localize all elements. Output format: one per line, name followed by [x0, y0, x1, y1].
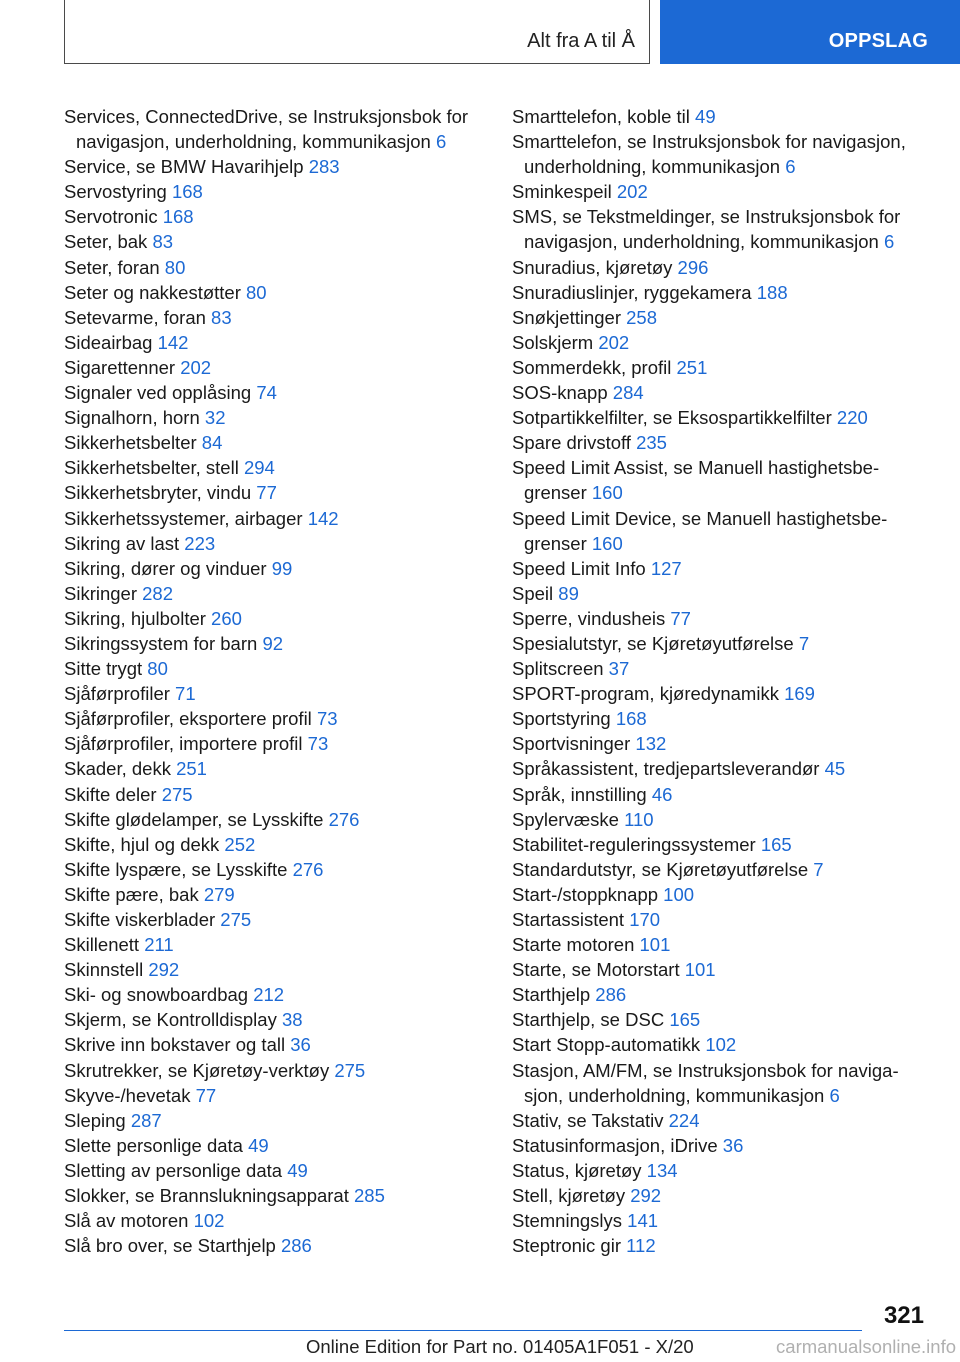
index-entry — [64, 204, 494, 229]
index-entry — [64, 305, 494, 330]
index-entry — [512, 380, 932, 405]
page-reference-link[interactable]: 212 — [253, 984, 285, 1006]
index-entry — [64, 932, 494, 957]
page-reference-link[interactable]: 46 — [651, 783, 673, 805]
index-entry — [64, 330, 494, 355]
index-entry — [64, 706, 494, 731]
page-reference-link[interactable]: 260 — [211, 607, 242, 629]
index-entry — [512, 882, 932, 907]
page-reference-link[interactable]: 286 — [280, 1235, 312, 1257]
index-column-left — [64, 104, 494, 1258]
page-reference-link[interactable]: 160 — [591, 532, 623, 554]
page-reference-link[interactable]: 168 — [171, 181, 203, 203]
index-term: Snuradiuslinjer, ryggekamera — [512, 281, 752, 303]
page-reference-link[interactable]: 110 — [624, 808, 654, 830]
index-entry — [64, 681, 494, 706]
index-term: Smarttelefon, koble til — [512, 106, 690, 127]
page-reference-link[interactable]: 286 — [595, 984, 627, 1006]
index-entry — [64, 1133, 494, 1158]
page-reference-link[interactable]: 6 — [785, 156, 796, 178]
index-entry — [512, 581, 932, 606]
index-entry — [64, 606, 494, 631]
index-entry — [64, 1007, 494, 1032]
page-reference-link[interactable]: 80 — [246, 281, 267, 303]
index-entry — [512, 355, 932, 380]
page-reference-link[interactable]: 36 — [722, 1134, 744, 1156]
index-entry — [64, 556, 494, 581]
page-reference-link[interactable]: 77 — [256, 482, 277, 504]
index-term: Skifte glødelamper, se Lysskifte — [64, 808, 324, 830]
index-term: Steptronic gir — [512, 1235, 621, 1257]
index-term: Status, kjøretøy — [512, 1159, 642, 1181]
index-entry — [64, 405, 494, 430]
index-entry — [512, 204, 932, 254]
index-entry — [64, 255, 494, 280]
index-term: Skader, dekk — [64, 758, 171, 780]
page-reference-link[interactable]: 251 — [676, 356, 708, 378]
index-column-right — [512, 104, 932, 1258]
index-term: SOS-knapp — [512, 382, 608, 404]
index-entry — [512, 556, 932, 581]
index-entry — [64, 982, 494, 1007]
index-term: Spare drivstoff — [512, 432, 631, 454]
index-entry — [64, 957, 494, 982]
index-entry — [512, 455, 932, 505]
index-entry — [512, 179, 932, 204]
index-entry — [512, 606, 932, 631]
page-reference-link[interactable]: 276 — [328, 808, 360, 830]
page-reference-link[interactable]: 77 — [195, 1084, 217, 1106]
index-term: Sjåførprofiler, importere profil — [64, 733, 303, 755]
page-footer — [0, 1336, 960, 1362]
index-term: Skrutrekker, se Kjøretøy-verktøy — [64, 1059, 330, 1081]
index-term: Stell, kjøretøy — [512, 1185, 626, 1207]
index-term: Slå av motoren — [64, 1210, 189, 1232]
page-reference-link[interactable]: 101 — [639, 934, 671, 956]
index-term: Skjerm, se Kontrolldisplay — [64, 1009, 277, 1031]
index-term: Spesialutstyr, se Kjøretøyutførelse — [512, 632, 794, 654]
page-reference-link[interactable]: 224 — [668, 1109, 700, 1131]
index-term: Slette personlige data — [64, 1134, 243, 1156]
index-term: Startassistent — [512, 909, 625, 930]
index-term: Speed Limit Device, se Manuell hastighetsbe‐grenser — [512, 507, 888, 554]
index-term: Sikringer — [64, 582, 137, 604]
index-term: Service, se BMW Havarihjelp — [64, 156, 304, 178]
page-reference-link[interactable]: 101 — [684, 959, 716, 981]
page-reference-link[interactable]: 99 — [271, 557, 293, 579]
page-reference-link[interactable]: 279 — [203, 883, 235, 905]
index-term: Skifte lyspære, se Lysskifte — [64, 858, 288, 880]
index-term: Skifte deler — [64, 783, 157, 805]
index-entry — [512, 982, 932, 1007]
index-entry — [64, 430, 494, 455]
index-term: Speed Limit Assist, se Manuell hastighetsbe‐grenser — [512, 457, 880, 504]
index-entry — [512, 1183, 932, 1208]
index-term: Snuradius, kjøretøy — [512, 256, 673, 278]
page-reference-link[interactable]: 73 — [316, 708, 338, 730]
page-reference-link[interactable]: 258 — [626, 306, 658, 328]
index-term: Sikring, hjulbolter — [64, 607, 206, 629]
index-term: Sigarettenner — [64, 356, 176, 378]
index-entry — [512, 1233, 932, 1258]
page-reference-link[interactable]: 251 — [176, 758, 207, 780]
index-entry — [512, 932, 932, 957]
index-entry — [512, 506, 932, 556]
page-reference-link[interactable]: 282 — [142, 582, 174, 604]
page-reference-link[interactable]: 6 — [829, 1084, 840, 1106]
index-entry — [512, 1007, 932, 1032]
index-entry — [64, 631, 494, 656]
index-entry — [64, 1083, 494, 1108]
page-reference-link[interactable]: 6 — [435, 131, 447, 153]
page-reference-link[interactable]: 38 — [281, 1009, 303, 1031]
page-reference-link[interactable]: 202 — [180, 356, 212, 378]
index-term: Sleping — [64, 1109, 126, 1131]
page-reference-link[interactable]: 284 — [612, 382, 644, 404]
index-entry — [64, 807, 494, 832]
index-entry — [512, 957, 932, 982]
index-term: Starthjelp, se DSC — [512, 1009, 665, 1031]
index-term: Sikkerhetsbelter, stell — [64, 457, 239, 479]
index-entry — [512, 706, 932, 731]
index-entry — [512, 1058, 932, 1108]
index-term: Speed Limit Info — [512, 557, 646, 579]
page-reference-link[interactable]: 80 — [164, 256, 186, 278]
index-term: Sommerdekk, profil — [512, 356, 672, 378]
index-entry — [64, 104, 494, 154]
page-reference-link[interactable]: 49 — [695, 106, 716, 127]
page-reference-link[interactable]: 287 — [130, 1109, 162, 1131]
index-term: Seter, bak — [64, 231, 148, 253]
index-entry — [512, 656, 932, 681]
index-term: Sikkerhetsbryter, vindu — [64, 482, 252, 504]
index-term: Skyve-/hevetak — [64, 1084, 191, 1106]
index-entry — [512, 631, 932, 656]
index-term: Sportstyring — [512, 708, 611, 730]
index-term: Seter, foran — [64, 256, 160, 278]
page-reference-link[interactable]: 276 — [292, 858, 324, 880]
index-entry — [512, 405, 932, 430]
index-term: Starte motoren — [512, 934, 635, 956]
index-entry — [64, 1158, 494, 1183]
page-reference-link[interactable]: 32 — [204, 407, 226, 429]
page-reference-link[interactable]: 45 — [824, 758, 846, 780]
page-reference-link[interactable]: 141 — [627, 1210, 659, 1232]
index-term: Språkassistent, tredjepartsleverandør — [512, 758, 820, 780]
index-entry — [64, 581, 494, 606]
page-reference-link[interactable]: 80 — [147, 658, 168, 680]
page-reference-link[interactable]: 168 — [615, 708, 647, 730]
page-reference-link[interactable]: 112 — [626, 1235, 656, 1257]
page-number: 321 — [883, 1302, 924, 1329]
index-entry — [64, 380, 494, 405]
index-term: Speil — [512, 582, 554, 604]
page-reference-link[interactable]: 134 — [646, 1159, 678, 1181]
page-reference-link[interactable]: 296 — [677, 256, 709, 278]
index-term: Sminkespeil — [512, 181, 612, 203]
index-term: Sikkerhetsbelter — [64, 432, 197, 454]
page-reference-link[interactable]: 83 — [152, 231, 174, 253]
page-reference-link[interactable]: 283 — [308, 156, 340, 178]
index-term: SMS, se Tekstmeldinger, se Instruksjonsbok for navigasjon, underholdning, kommunikasjon — [512, 206, 901, 253]
index-entry — [512, 681, 932, 706]
page-reference-link[interactable]: 102 — [193, 1210, 225, 1232]
index-entry — [512, 832, 932, 857]
index-entry — [512, 129, 932, 179]
page-reference-link[interactable]: 77 — [670, 607, 691, 629]
page-reference-link[interactable]: 142 — [157, 331, 189, 353]
index-entry — [64, 455, 494, 480]
page-reference-link[interactable]: 160 — [591, 482, 623, 504]
index-term: Sideairbag — [64, 331, 153, 353]
index-term: Skifte, hjul og dekk — [64, 833, 220, 855]
index-term: Sjåførprofiler, eksportere profil — [64, 708, 312, 730]
index-term: Sletting av personlige data — [64, 1159, 283, 1181]
index-entry — [512, 1032, 932, 1057]
index-term: Servotronic — [64, 206, 158, 228]
index-term: Setevarme, foran — [64, 306, 206, 328]
index-term: Start Stopp-automatikk — [512, 1034, 701, 1056]
page-reference-link[interactable]: 220 — [836, 407, 868, 429]
index-term: Snøkjettinger — [512, 306, 621, 328]
index-term: Sikringssystem for barn — [64, 632, 258, 654]
page-reference-link[interactable]: 223 — [184, 532, 216, 554]
index-term: Spylervæske — [512, 808, 619, 830]
index-term: Stativ, se Takstativ — [512, 1109, 664, 1131]
index-term: SPORT-program, kjøredynamikk — [512, 683, 779, 705]
page-reference-link[interactable]: 275 — [334, 1059, 366, 1081]
page-reference-link[interactable]: 7 — [813, 858, 824, 880]
page-reference-link[interactable]: 49 — [248, 1134, 269, 1156]
index-entry — [512, 1133, 932, 1158]
index-term: Skinnstell — [64, 959, 144, 981]
index-entry — [64, 480, 494, 505]
page-reference-link[interactable]: 89 — [558, 582, 579, 604]
index-entry — [512, 430, 932, 455]
page-reference-link[interactable]: 132 — [635, 733, 667, 755]
page-reference-link[interactable]: 169 — [784, 683, 815, 705]
page-reference-link[interactable]: 71 — [175, 683, 196, 705]
page-reference-link[interactable]: 92 — [262, 632, 284, 654]
index-entry — [64, 1032, 494, 1057]
index-entry — [512, 807, 932, 832]
page-header — [0, 0, 960, 66]
index-term: Sikring, dører og vinduer — [64, 557, 267, 579]
page-reference-link[interactable]: 142 — [307, 507, 339, 529]
index-entry — [512, 857, 932, 882]
page-reference-link[interactable]: 252 — [224, 833, 256, 855]
index-term: Splitscreen — [512, 658, 604, 680]
index-term: Skrive inn bokstaver og tall — [64, 1034, 286, 1056]
page-reference-link[interactable]: 84 — [201, 432, 223, 454]
index-term: Ski- og snowboardbag — [64, 984, 249, 1006]
index-term: Sjåførprofiler — [64, 683, 170, 705]
index-term: Sperre, vindusheis — [512, 607, 666, 629]
index-entry — [64, 782, 494, 807]
index-entry — [64, 1108, 494, 1133]
index-entry — [64, 656, 494, 681]
footer-rule — [64, 1330, 862, 1331]
index-entry — [512, 731, 932, 756]
page-reference-link[interactable]: 165 — [669, 1009, 701, 1031]
index-term: Solskjerm — [512, 331, 594, 353]
index-entry — [64, 907, 494, 932]
page-reference-link[interactable]: 49 — [287, 1159, 308, 1181]
index-term: Stabilitet-reguleringssystemer — [512, 833, 756, 855]
page-reference-link[interactable]: 100 — [663, 883, 695, 905]
index-entry — [512, 305, 932, 330]
index-entry — [512, 1158, 932, 1183]
index-term: Skifte pære, bak — [64, 883, 199, 905]
page-reference-link[interactable]: 294 — [243, 457, 275, 479]
page-reference-link[interactable]: 7 — [798, 632, 810, 654]
index-term: Servostyring — [64, 181, 167, 203]
index-entry — [64, 179, 494, 204]
page-reference-link[interactable]: 74 — [256, 382, 277, 404]
page-reference-link[interactable]: 235 — [636, 432, 667, 454]
index-entry — [64, 882, 494, 907]
index-term: Skifte viskerblader — [64, 909, 216, 930]
index-term: Sitte trygt — [64, 658, 143, 680]
index-entry — [64, 731, 494, 756]
index-entry — [64, 1208, 494, 1233]
index-term: Slå bro over, se Starthjelp — [64, 1235, 276, 1257]
index-entry — [512, 1208, 932, 1233]
index-term: Skillenett — [64, 934, 140, 956]
index-term: Sikring av last — [64, 532, 180, 554]
index-term: Sotpartikkelfilter, se Eksospartikkelfilter — [512, 407, 832, 429]
index-entry — [512, 280, 932, 305]
page-reference-link[interactable]: 73 — [307, 733, 329, 755]
index-entry — [64, 832, 494, 857]
index-entry — [512, 907, 932, 932]
index-entry — [512, 255, 932, 280]
section-title-box — [64, 0, 650, 64]
index-entry — [64, 756, 494, 781]
index-term: Standardutstyr, se Kjøretøyutførelse — [512, 858, 809, 880]
index-entry — [64, 1233, 494, 1258]
index-entry — [64, 229, 494, 254]
page-reference-link[interactable]: 275 — [161, 783, 193, 805]
index-entry — [512, 782, 932, 807]
index-entry — [64, 154, 494, 179]
page-reference-link[interactable]: 102 — [705, 1034, 737, 1056]
page-reference-link[interactable]: 36 — [290, 1034, 311, 1056]
index-entry — [512, 1108, 932, 1133]
page-reference-link[interactable]: 275 — [220, 909, 252, 930]
page-reference-link[interactable]: 6 — [883, 231, 895, 253]
page-reference-link[interactable]: 211 — [144, 934, 174, 956]
index-entry — [64, 506, 494, 531]
index-entry — [64, 1183, 494, 1208]
page-reference-link[interactable]: 168 — [162, 206, 194, 228]
page-reference-link[interactable]: 165 — [760, 833, 792, 855]
index-entry — [64, 280, 494, 305]
index-term: Smarttelefon, se Instruksjonsbok for navigasjon, underholdning, kommunikasjon — [512, 131, 906, 178]
page-reference-link[interactable]: 202 — [598, 331, 630, 353]
index-entry — [64, 355, 494, 380]
index-term: Stemningslys — [512, 1210, 623, 1232]
page-reference-link[interactable]: 292 — [630, 1185, 662, 1207]
index-entry — [512, 330, 932, 355]
section-title: Alt fra A til Å — [527, 30, 635, 52]
index-term: Services, ConnectedDrive, se Instruksjonsbok for navigasjon, underholdning, kommunikasjon — [64, 106, 469, 153]
index-term: Seter og nakkestøtter — [64, 281, 241, 303]
page-reference-link[interactable]: 83 — [211, 306, 232, 328]
index-term: Sportvisninger — [512, 733, 631, 755]
index-term: Signalhorn, horn — [64, 407, 200, 429]
index-term: Språk, innstilling — [512, 783, 647, 805]
index-term: Starte, se Motorstart — [512, 959, 680, 981]
index-entry — [64, 531, 494, 556]
section-tab[interactable] — [660, 0, 960, 64]
index-term: Starthjelp — [512, 984, 591, 1006]
page-reference-link[interactable]: 37 — [608, 658, 630, 680]
page-reference-link[interactable]: 292 — [148, 959, 180, 981]
index-entry — [64, 1058, 494, 1083]
watermark: carmanualsonline.info — [776, 1336, 956, 1357]
page-reference-link[interactable]: 285 — [354, 1185, 385, 1207]
page-reference-link[interactable]: 202 — [616, 181, 648, 203]
page-reference-link[interactable]: 127 — [650, 557, 682, 579]
page-reference-link[interactable]: 188 — [756, 281, 788, 303]
index-term: Signaler ved opplåsing — [64, 382, 252, 404]
index-entry — [512, 756, 932, 781]
section-tab-label: OPPSLAG — [828, 30, 928, 52]
index-entry — [512, 104, 932, 129]
index-term: Start-/stoppknapp — [512, 883, 659, 905]
index-term: Stasjon, AM/FM, se Instruksjonsbok for naviga‐sjon, underholdning, kommunikasjon — [512, 1059, 899, 1106]
page-reference-link[interactable]: 170 — [629, 909, 661, 930]
edition-note: Online Edition for Part no. 01405A1F051 - X/20 — [306, 1336, 694, 1357]
index-term: Statusinformasjon, iDrive — [512, 1134, 718, 1156]
index-term: Sikkerhetssystemer, airbager — [64, 507, 303, 529]
index-entry — [64, 857, 494, 882]
index-term: Slokker, se Brannslukningsapparat — [64, 1185, 349, 1207]
